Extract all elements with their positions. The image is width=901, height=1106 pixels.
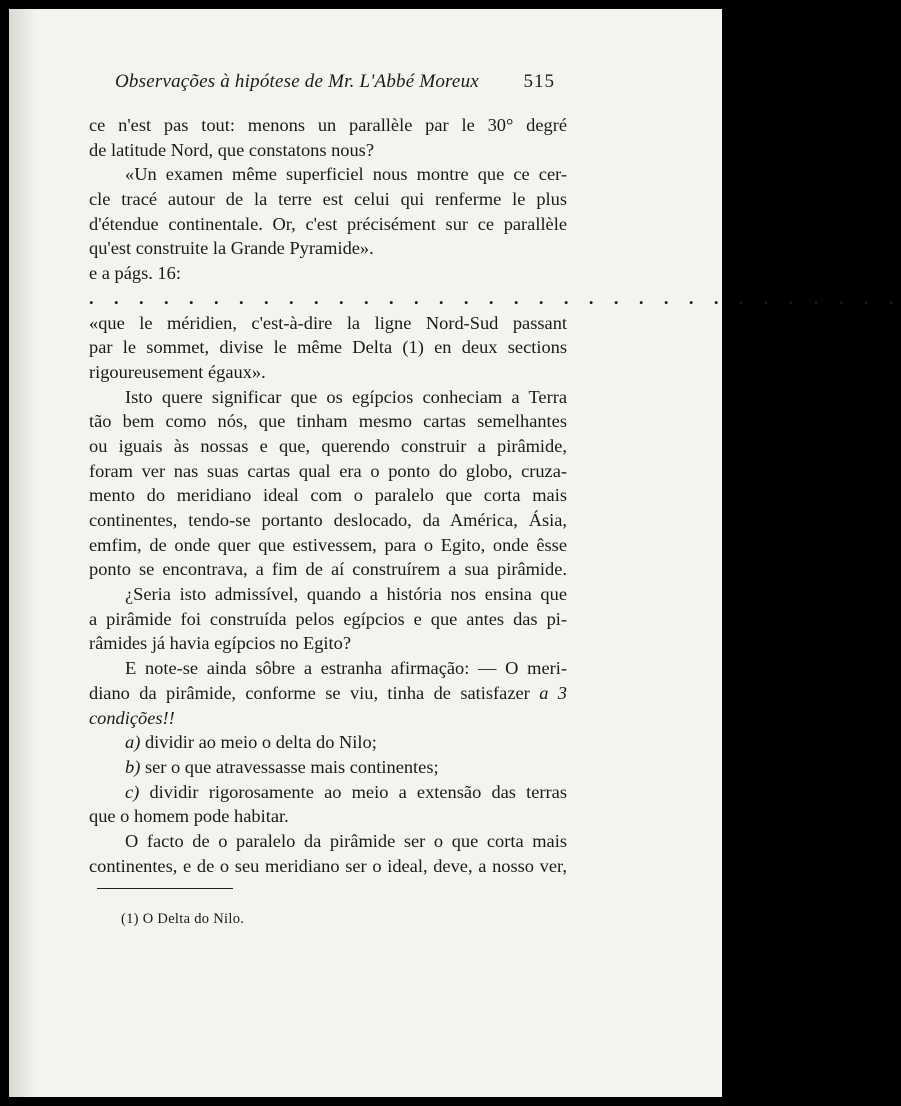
- text-line: ou iguais às nossas e que, querendo construir a pirâmide,: [89, 435, 567, 456]
- text-line: [89, 681, 567, 706]
- text-line: rigoureusement égaux».: [89, 361, 266, 382]
- text-line: que o homem pode habitar.: [89, 806, 289, 827]
- ellipsis-dots-line: . . . . . . . . . . . . . . . . . . . . . . . . . . . . . . . . .: [89, 287, 901, 308]
- text-line: «que le méridien, c'est-à-dire la ligne Nord-Sud passant: [89, 312, 567, 333]
- text-line: qu'est construite la Grande Pyramide».: [89, 238, 374, 259]
- text-line: foram ver nas suas cartas qual era o ponto do globo, cruza-: [89, 460, 567, 481]
- italic-segment: a 3: [539, 682, 567, 703]
- text-line: ¿Seria isto admissível, quando a história nos ensina que: [125, 584, 567, 605]
- text-line: continentes, tendo-se portanto deslocado, da América, Ásia,: [89, 510, 567, 530]
- page-number: 515: [523, 71, 555, 92]
- body-text: [89, 113, 901, 878]
- footnote: (1) O Delta do Nilo.: [121, 911, 245, 927]
- list-item: [89, 730, 567, 755]
- list-item: [89, 780, 567, 805]
- text-line: d'étendue continentale. Or, c'est précisément sur ce parallèle: [89, 213, 567, 234]
- list-item: [89, 755, 567, 780]
- list-item-text: ser o que atravessasse mais continentes;: [144, 756, 439, 777]
- text-line: «Un examen même superficiel nous montre que ce cer-: [125, 164, 567, 185]
- text-line: ce n'est pas tout: menons un parallèle par le 30° degré: [89, 115, 567, 135]
- text-line: condições!!: [89, 707, 175, 728]
- list-marker: a): [125, 732, 141, 753]
- text-line: cle tracé autour de la terre est celui qui renferme le plus: [89, 189, 567, 210]
- page-gutter-shadow: [9, 9, 37, 1097]
- text-line: Isto quere significar que os egípcios conheciam a Terra: [125, 386, 567, 407]
- list-item-text: dividir ao meio o delta do Nilo;: [144, 732, 377, 753]
- text-line: râmides já havia egípcios no Egito?: [89, 633, 351, 654]
- list-marker: c): [125, 781, 140, 802]
- text-line: de latitude Nord, que constatons nous?: [89, 139, 374, 160]
- list-marker: b): [125, 756, 141, 777]
- text-line: ponto se encontrava, a fim de aí construírem a sua pirâmide.: [89, 559, 567, 580]
- text-line: continentes, e de o seu meridiano ser o ideal, deve, a nosso ver,: [89, 855, 567, 876]
- running-title: Observações à hipótese de Mr. L'Abbé Moreux: [115, 71, 479, 92]
- text-line: par le sommet, divise le même Delta (1) en deux sections: [89, 337, 567, 358]
- list-item-text: dividir rigorosamente ao meio a extensão das terras: [149, 781, 567, 802]
- text-line: E note-se ainda sôbre a estranha afirmação: — O meri-: [125, 658, 567, 679]
- text-line: a pirâmide foi construída pelos egípcios e que antes das pi-: [89, 608, 567, 629]
- text-line: emfim, de onde quer que estivessem, para o Egito, onde êsse: [89, 534, 567, 555]
- footnote-divider: [97, 888, 233, 889]
- book-page: [9, 9, 901, 1097]
- text-line: tão bem como nós, que tinham mesmo cartas semelhantes: [89, 411, 567, 432]
- text-line: mento do meridiano ideal com o paralelo que corta mais: [89, 485, 567, 506]
- text-line: O facto de o paralelo da pirâmide ser o que corta mais: [125, 830, 567, 851]
- text-segment: diano da pirâmide, conforme se viu, tinha de satisfazer: [89, 682, 530, 703]
- text-line: e a págs. 16:: [89, 263, 181, 284]
- running-header: [115, 69, 555, 97]
